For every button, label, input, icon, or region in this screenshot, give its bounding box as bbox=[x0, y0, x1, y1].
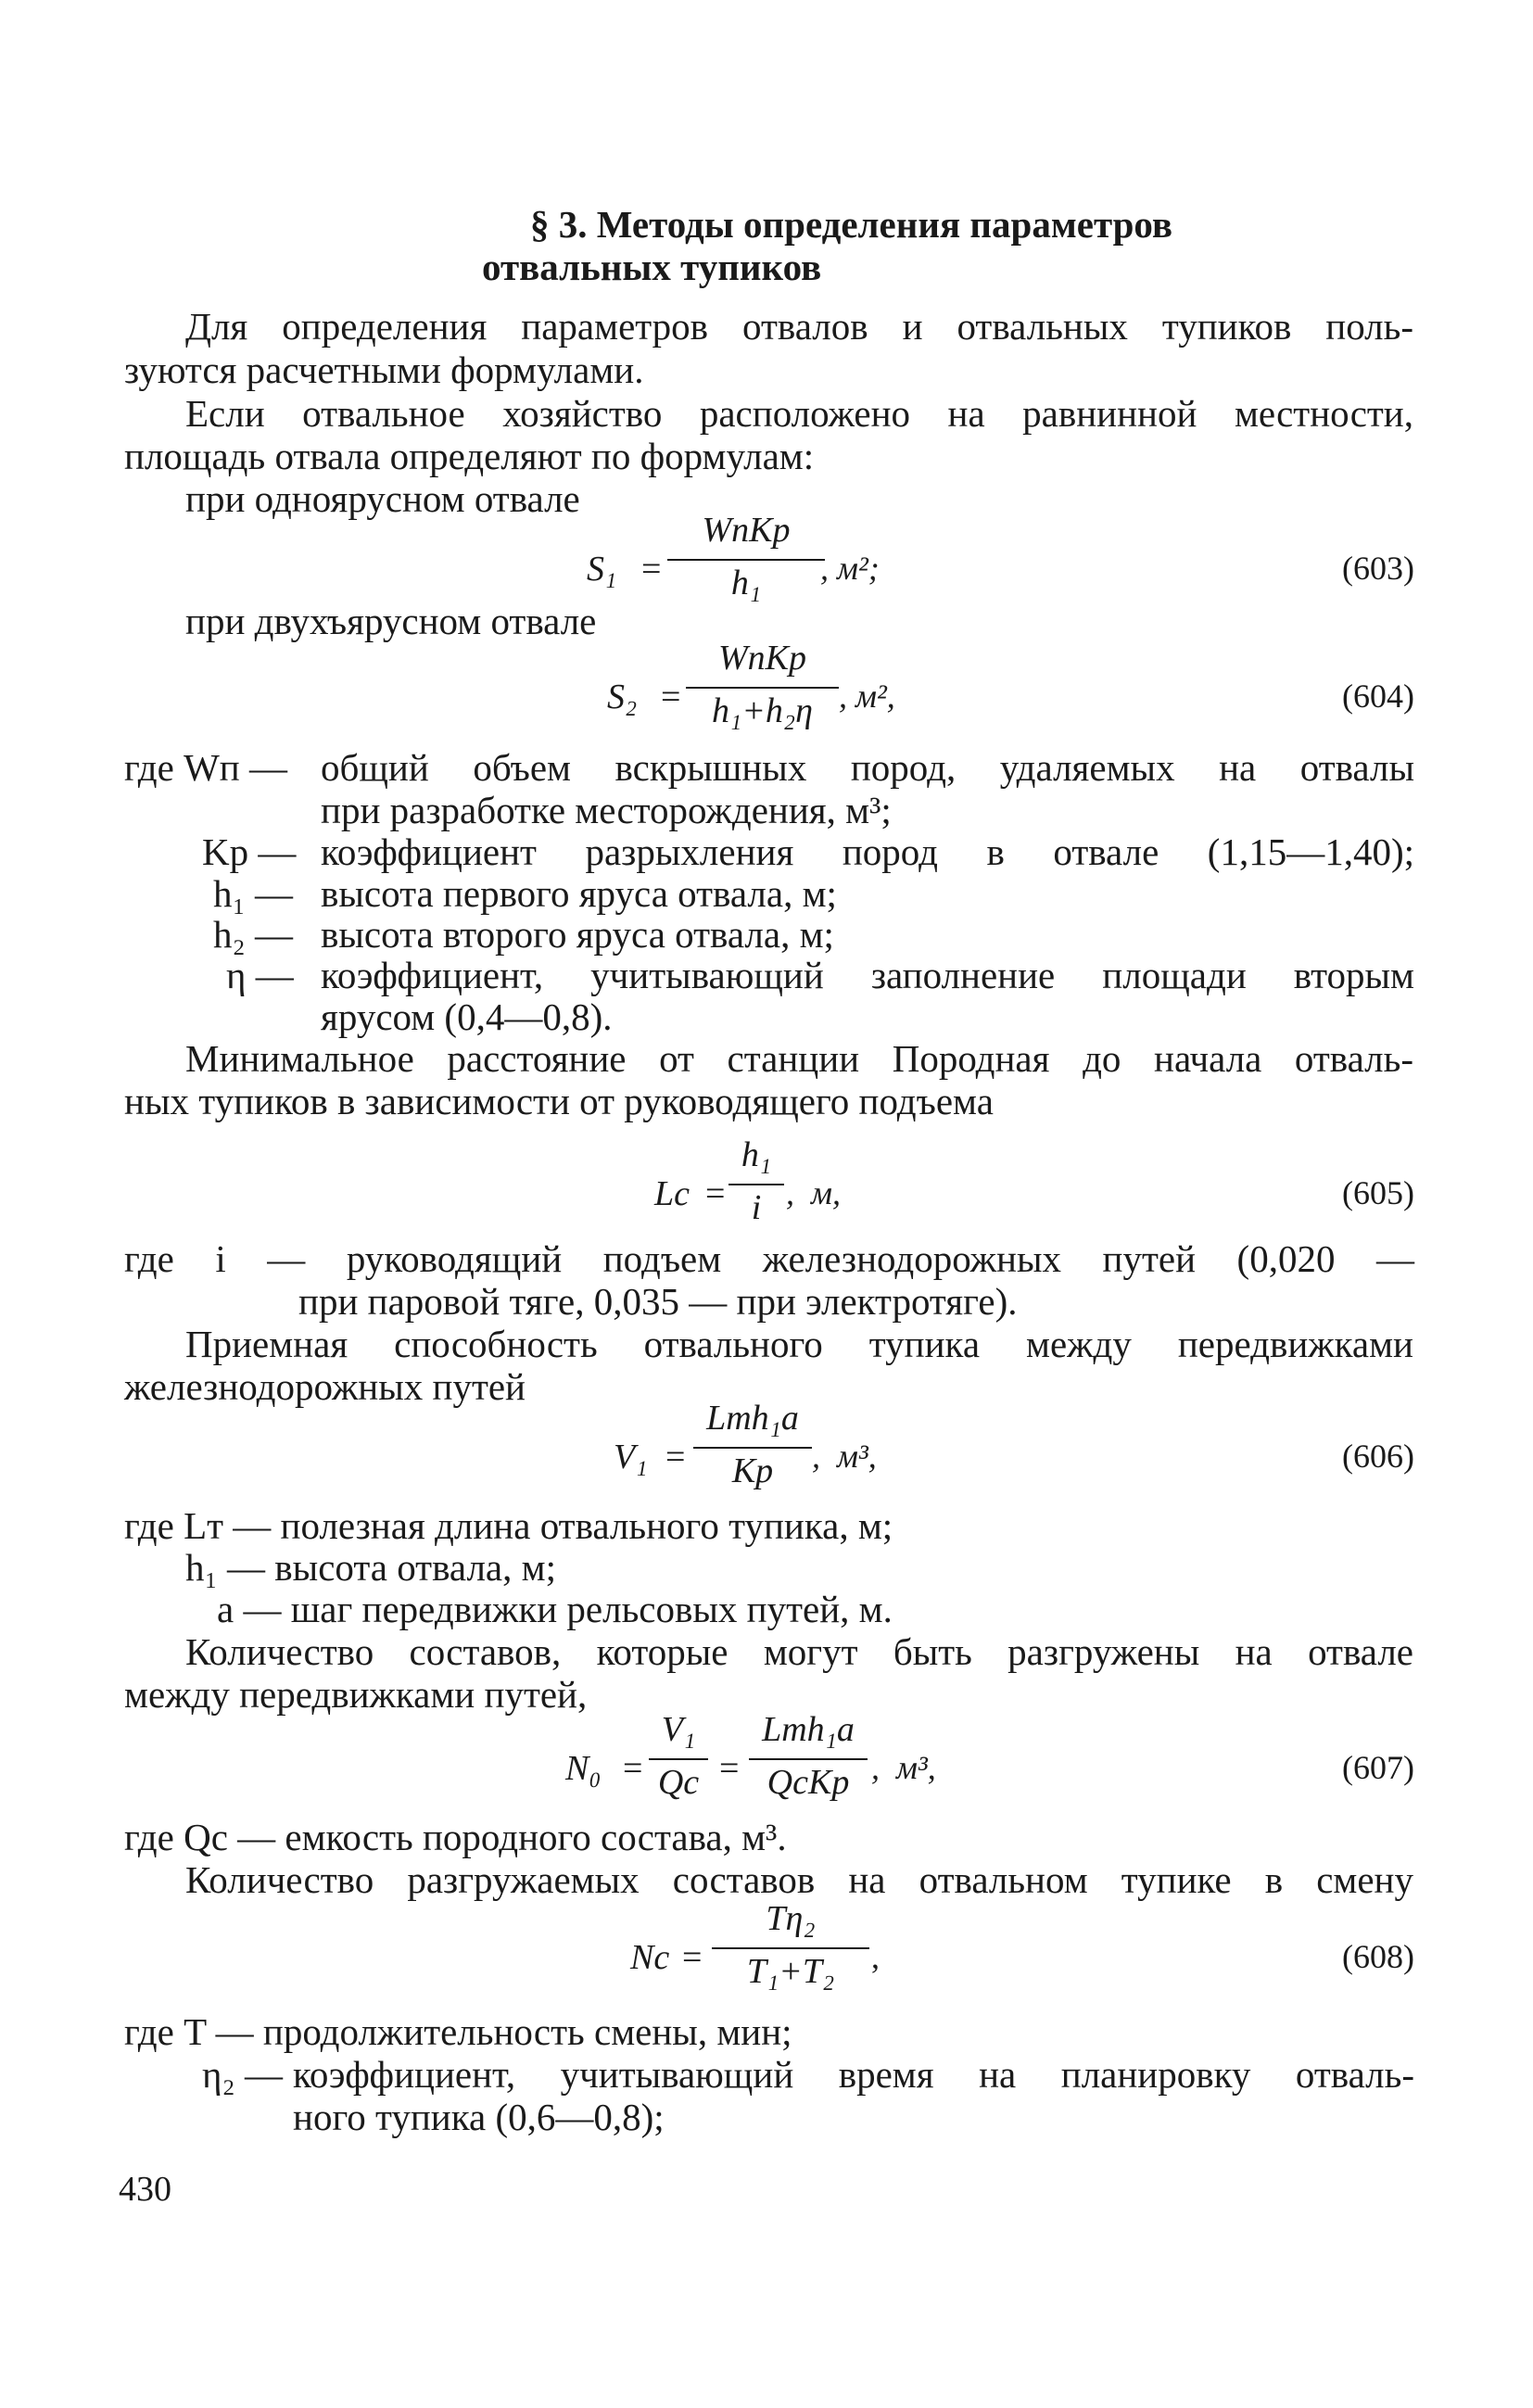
equation-604 bbox=[0, 638, 1533, 730]
eq605-fraction bbox=[728, 1134, 784, 1227]
def-eta-text-1: коэффициент, учитывающий заполнение площади вторым bbox=[321, 954, 1414, 996]
paragraph-6: Количество разгружаемых составов на отвальном тупике в смену bbox=[185, 1858, 1413, 1901]
def-lt: где Lт — полезная длина отвального тупика, м; bbox=[124, 1504, 893, 1547]
eq606-fraction bbox=[693, 1398, 812, 1490]
eq607-lhs: N₀ bbox=[565, 1749, 602, 1788]
def-a: a — шаг передвижки рельсовых путей, м. bbox=[217, 1588, 893, 1630]
case-single-tier: при одноярусном отвале bbox=[185, 477, 580, 520]
eq607-numerator-1: V₁ bbox=[661, 1710, 696, 1749]
eq608-fraction-bar bbox=[712, 1947, 869, 1949]
eq605-denominator: i bbox=[751, 1188, 762, 1227]
eq606-number: (606) bbox=[1342, 1438, 1414, 1475]
def-h1-dump: h₁ — высота отвала, м; bbox=[185, 1546, 556, 1589]
eq606-lhs: V₁ bbox=[614, 1438, 648, 1476]
paragraph-3-line-1: Минимальное расстояние от станции Породная до начала отваль- bbox=[185, 1037, 1413, 1080]
eq608-numerator: Tη₂ bbox=[766, 1899, 816, 1938]
def-eta2-term: η₂ — bbox=[202, 2053, 283, 2096]
page-number: 430 bbox=[119, 2170, 171, 2209]
def-eta2-text-1: коэффициент, учитывающий время на планировку отваль- bbox=[293, 2053, 1414, 2096]
equation-608 bbox=[0, 1898, 1533, 1991]
eq607-fraction-bar-2 bbox=[749, 1758, 868, 1760]
eq604-fraction-bar bbox=[686, 687, 839, 689]
eq603-fraction-bar bbox=[667, 559, 825, 561]
eq607-fraction-2 bbox=[749, 1709, 868, 1802]
paragraph-4-line-1: Приемная способность отвального тупика между передвижками bbox=[185, 1323, 1413, 1365]
eq604-numerator: WпKр bbox=[718, 639, 806, 678]
paragraph-1-line-1: Для определения параметров отвалов и отвальных тупиков поль- bbox=[185, 305, 1413, 348]
eq606-numerator: Lтh₁a bbox=[706, 1399, 799, 1438]
eq604-fraction bbox=[686, 638, 839, 730]
equation-607 bbox=[0, 1709, 1533, 1802]
eq603-equals: = bbox=[641, 550, 662, 589]
def-eta-text-2: ярусом (0,4—0,8). bbox=[321, 995, 613, 1038]
equation-606 bbox=[0, 1398, 1533, 1490]
def-i-line-1: где i — руководящий подъем железнодорожных путей (0,020 — bbox=[124, 1237, 1414, 1280]
eq606-equals: = bbox=[665, 1438, 686, 1476]
eq606-denominator: Kр bbox=[731, 1451, 774, 1490]
equation-603 bbox=[0, 510, 1533, 602]
paragraph-2-line-2: площадь отвала определяют по формулам: bbox=[124, 435, 815, 477]
section-heading-line-1: § 3. Методы определения параметров bbox=[530, 203, 1173, 246]
case-double-tier: при двухъярусном отвале bbox=[185, 600, 597, 642]
eq606-unit: , м³, bbox=[812, 1438, 877, 1475]
eq604-unit: , м², bbox=[839, 678, 895, 715]
eq605-unit: , м, bbox=[786, 1174, 841, 1211]
equation-605 bbox=[0, 1134, 1533, 1227]
def-wp-text-2: при разработке месторождения, м³; bbox=[321, 789, 892, 831]
eq607-unit: , м³, bbox=[871, 1749, 936, 1786]
eq603-numerator: WпKр bbox=[702, 511, 791, 550]
def-eta-term: η — bbox=[226, 954, 294, 996]
eq605-equals: = bbox=[705, 1174, 726, 1213]
eq607-denominator-2: QсKр bbox=[766, 1763, 850, 1802]
eq608-lhs: Nс bbox=[630, 1938, 670, 1977]
eq604-lhs: S₂ bbox=[607, 678, 638, 716]
eq608-fraction bbox=[712, 1898, 869, 1991]
paragraph-5-line-2: между передвижками путей, bbox=[124, 1673, 588, 1716]
def-h1-text: высота первого яруса отвала, м; bbox=[321, 872, 837, 915]
def-kp-text: коэффициент разрыхления пород в отвале (1,15—1,40); bbox=[321, 830, 1414, 873]
eq604-number: (604) bbox=[1342, 678, 1414, 715]
def-h1-term: h₁ — bbox=[213, 872, 294, 915]
eq603-fraction bbox=[667, 510, 825, 602]
eq607-number: (607) bbox=[1342, 1749, 1414, 1786]
def-wp-text-1: общий объем вскрышных пород, удаляемых на отвалы bbox=[321, 746, 1414, 789]
section-heading-line-2: отвальных тупиков bbox=[482, 246, 822, 288]
eq605-numerator: h₁ bbox=[741, 1135, 772, 1174]
eq608-equals: = bbox=[682, 1938, 703, 1977]
eq607-fraction-1 bbox=[649, 1709, 708, 1802]
eq603-unit: , м²; bbox=[820, 550, 880, 587]
def-h2-text: высота второго яруса отвала, м; bbox=[321, 913, 834, 956]
eq608-unit: , bbox=[871, 1938, 880, 1975]
paragraph-5-line-1: Количество составов, которые могут быть разгружены на отвале bbox=[185, 1630, 1413, 1673]
paragraph-2-line-1: Если отвальное хозяйство расположено на равнинной местности, bbox=[185, 392, 1413, 435]
eq603-lhs: S₁ bbox=[587, 550, 617, 589]
paragraph-1-line-2: зуются расчетными формулами. bbox=[124, 349, 644, 391]
eq605-number: (605) bbox=[1342, 1174, 1414, 1211]
eq605-fraction-bar bbox=[728, 1184, 784, 1185]
eq604-denominator: h₁+h₂η bbox=[712, 691, 813, 730]
eq608-denominator: T₁+T₂ bbox=[746, 1952, 835, 1991]
def-i-line-2: при паровой тяге, 0,035 — при электротяге). bbox=[298, 1280, 1018, 1323]
def-t: где T — продолжительность смены, мин; bbox=[124, 2010, 792, 2053]
eq606-fraction-bar bbox=[693, 1447, 812, 1449]
def-wp-term: где Wп — bbox=[124, 746, 287, 789]
def-eta2-text-2: ного тупика (0,6—0,8); bbox=[293, 2096, 665, 2138]
eq608-number: (608) bbox=[1342, 1938, 1414, 1975]
def-kp-term: Kр — bbox=[202, 830, 297, 873]
eq607-equals-2: = bbox=[719, 1749, 740, 1788]
paragraph-4-line-2: железнодорожных путей bbox=[124, 1365, 526, 1408]
eq607-fraction-bar-1 bbox=[649, 1758, 708, 1760]
def-qc: где Qс — емкость породного состава, м³. bbox=[124, 1816, 787, 1858]
eq607-numerator-2: Lтh₁a bbox=[762, 1710, 855, 1749]
eq603-denominator: h₁ bbox=[730, 564, 762, 602]
paragraph-3-line-2: ных тупиков в зависимости от руководящего подъема bbox=[124, 1080, 994, 1122]
eq603-number: (603) bbox=[1342, 550, 1414, 587]
eq605-lhs: Lс bbox=[654, 1174, 690, 1213]
def-h2-term: h₂ — bbox=[213, 913, 294, 956]
eq607-equals-1: = bbox=[623, 1749, 643, 1788]
eq607-denominator-1: Qс bbox=[657, 1763, 700, 1802]
eq604-equals: = bbox=[661, 678, 681, 716]
